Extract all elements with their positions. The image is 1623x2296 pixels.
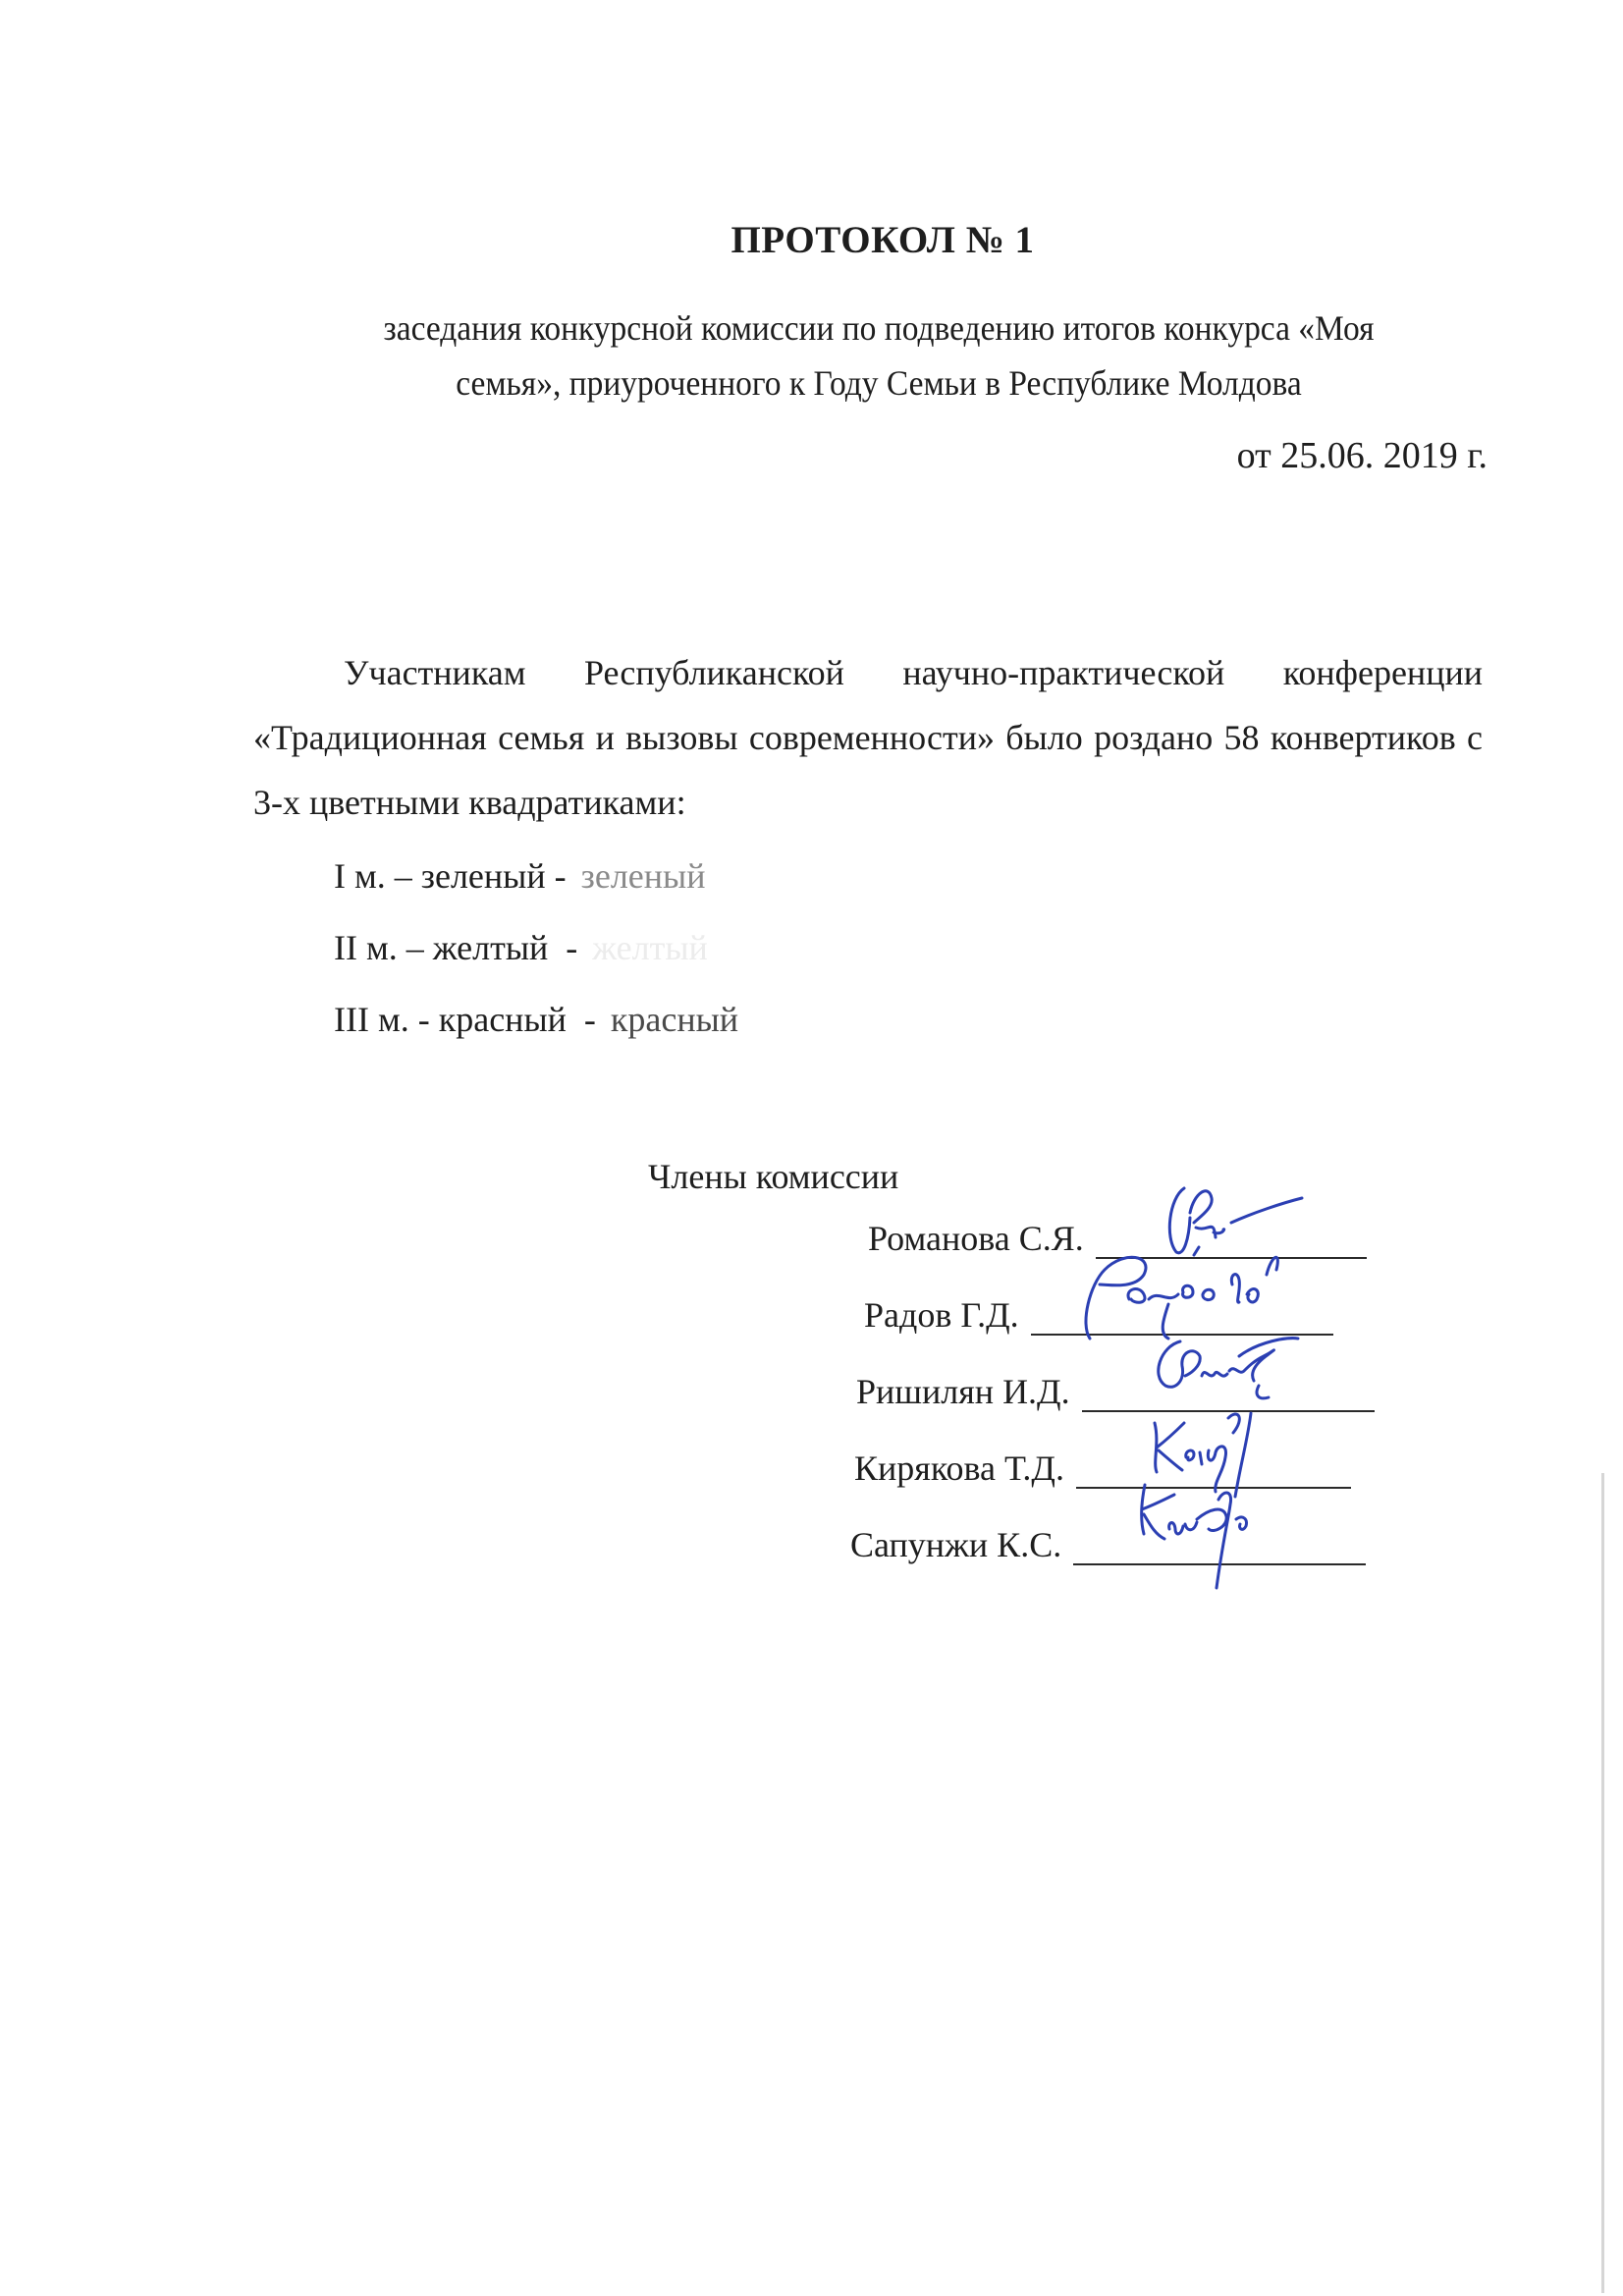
places-list [334,847,738,1062]
signature-line [1082,1381,1375,1412]
signature-line [1076,1457,1351,1489]
signer-row [864,1294,1333,1336]
place-label: II м. – желтый - [334,928,578,967]
place-row-3 [334,990,738,1062]
members-title: Члены комиссии [648,1157,899,1196]
signer-row [856,1371,1375,1412]
place-color-word: красный [610,1000,739,1039]
signature-icon [1141,1327,1337,1415]
document-date: от 25.06. 2019 г. [1236,435,1488,476]
place-label: III м. - красный - [334,1000,596,1039]
signature-icon [1070,1245,1325,1353]
signer-name: Ришилян И.Д. [856,1372,1070,1411]
signature-line [1031,1304,1333,1336]
place-label: I м. – зеленый - [334,856,567,896]
signature-icon [1155,1178,1351,1267]
signer-row [868,1218,1367,1259]
document-subtitle [345,301,1413,410]
body-paragraph: Участникам Республиканской научно-практической конференции «Традиционная семья и вызовы современности» было роздано 58 конвертиков с 3-х цветными квадратиками: [253,653,1483,822]
place-row-2 [334,918,738,990]
place-row-1 [334,847,738,918]
scan-edge-line [1601,1473,1604,2293]
place-color-word: зеленый [580,856,706,896]
subtitle-line-2: семья», приуроченного к Году Семьи в Республике Молдова [456,363,1302,403]
signature-line [1073,1534,1366,1565]
subtitle-line-1: заседания конкурсной комиссии по подведению итогов конкурса «Моя [383,308,1375,348]
signer-row [850,1524,1366,1565]
place-color-word: желтый [592,928,708,967]
signer-name: Кирякова Т.Д. [854,1449,1064,1488]
signer-name: Сапунжи К.С. [850,1525,1062,1564]
signer-name: Радов Г.Д. [864,1295,1019,1335]
signer-row [854,1448,1351,1489]
document-title: ПРОТОКОЛ № 1 [730,219,1035,261]
signature-icon [1120,1475,1287,1593]
signature-line [1096,1228,1367,1259]
signer-name: Романова С.Я. [868,1219,1084,1258]
signature-icon [1135,1403,1292,1502]
